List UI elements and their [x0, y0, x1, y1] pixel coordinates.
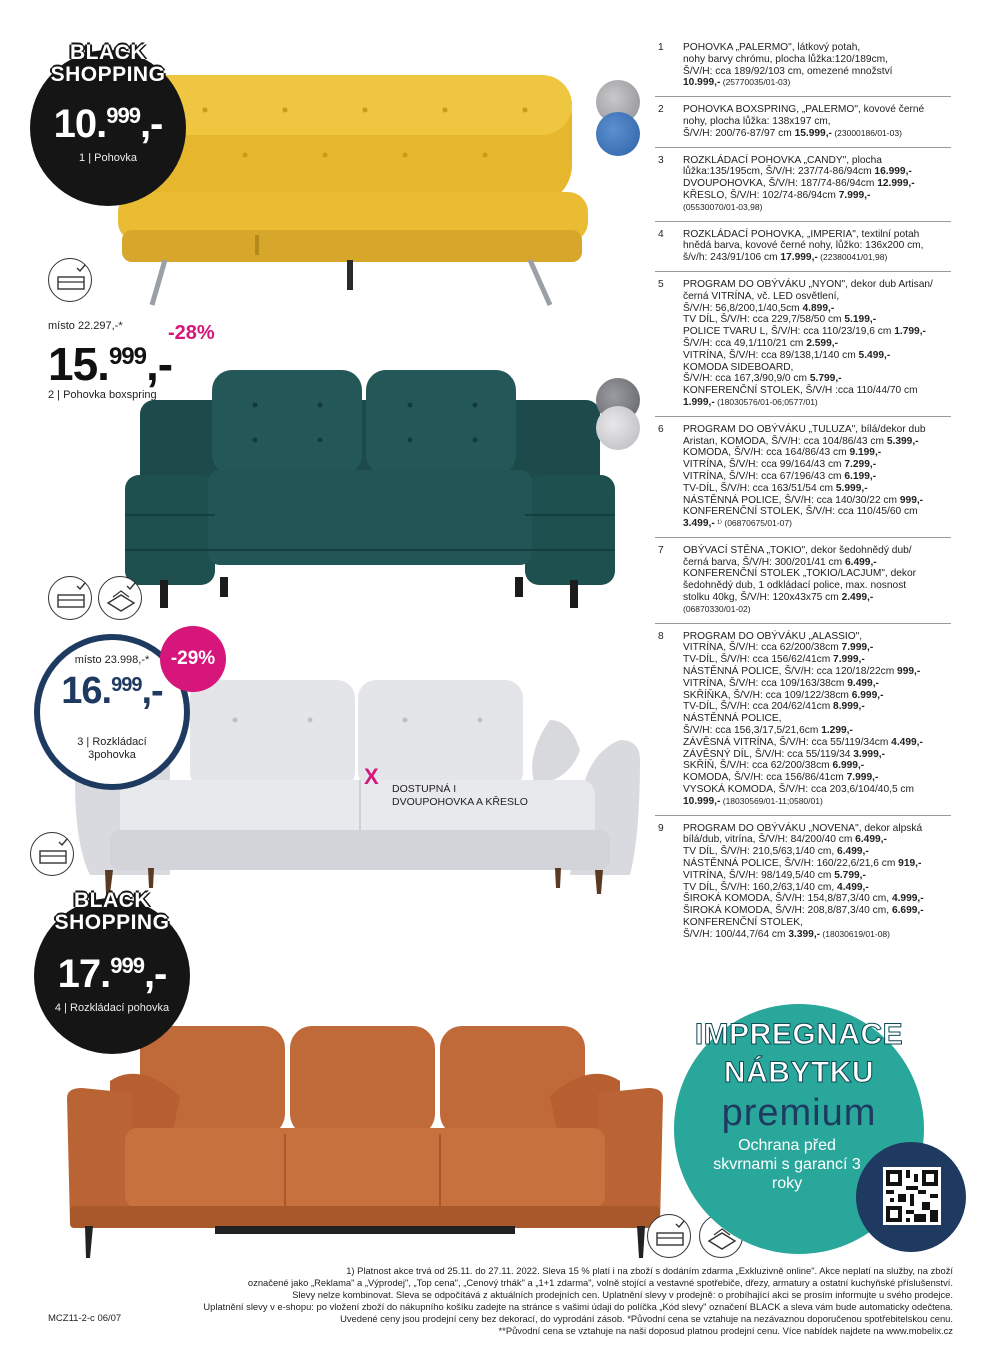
description-text: POLICE TVARU L, Š/V/H: cca 110/23/19,6 cm [683, 326, 895, 338]
description-text: KONFERENČNÍ STOLEK „TOKIO/LACJUM", dekor [683, 568, 917, 580]
description-line [683, 471, 951, 483]
item-number: 8 [658, 630, 664, 642]
product-label: 2 | Pohovka boxspring [48, 389, 157, 401]
price-text: 7.999,- [833, 654, 865, 666]
price-text: 7.999,- [846, 772, 879, 784]
description-line [683, 796, 951, 808]
description-line [683, 104, 951, 116]
price-text: 5.199,- [844, 314, 877, 326]
product-description-item [655, 104, 951, 147]
description-text: SKŘÍŇ, Š/V/H: cca 62/200/38cm [683, 760, 833, 772]
item-number: 7 [658, 544, 664, 556]
original-price: místo 22.297,-* [48, 320, 123, 332]
description-text: Š/V/H: cca 156,3/17,5/21,6cm [683, 725, 822, 737]
product-label: 4 | Rozkládací pohovka [54, 1002, 170, 1014]
black-shopping-price-badge-4 [34, 889, 190, 1054]
item-number: 2 [658, 104, 664, 116]
description-line [683, 424, 951, 436]
description-text: PROGRAM DO OBÝVÁKU „NOVENA", dekor alpská [683, 822, 923, 834]
description-text: VITRÍNA, Š/V/H: cca 89/138,1/140 cm [683, 349, 859, 361]
product-description-item [655, 424, 951, 538]
price-block-2 [48, 320, 172, 401]
price: 16.$^{999}$,- [61, 670, 163, 712]
black-label: BLACK [70, 41, 146, 64]
black-shopping-title [30, 42, 186, 86]
teal-sofa-image [120, 365, 620, 610]
description-line [683, 784, 951, 796]
description-line [683, 834, 951, 846]
description-line [683, 483, 951, 495]
price-text: 1.799,- [894, 326, 926, 338]
description-text: černá barva, Š/V/H: 300/201/41 cm [683, 556, 845, 568]
description-line [683, 362, 951, 374]
price-text: 8.999,- [833, 701, 865, 713]
description-line [683, 229, 951, 241]
description-text: ŠIROKÁ KOMODA, Š/V/H: 208,8/87,3/40 cm, [683, 905, 892, 917]
description-text: Š/V/H: 56,8/200,1/40,5cm [683, 302, 803, 314]
description-line [683, 202, 951, 214]
item-number: 5 [658, 278, 664, 290]
description-line [683, 128, 951, 140]
description-line [683, 385, 951, 397]
description-text: VITRÍNA, Š/V/H: 98/149,5/40 cm [683, 869, 835, 881]
product-description-item [655, 42, 951, 97]
description-line [683, 252, 951, 264]
product-description-item [655, 545, 951, 624]
description-line [683, 701, 951, 713]
description-text: VITRÍNA, Š/V/H: cca 62/200/38cm [683, 642, 842, 654]
description-line [683, 592, 951, 604]
description-text: ŠIROKÁ KOMODA, Š/V/H: 154,8/87,3/40 cm, [683, 893, 892, 905]
color-swatch-light-grey[interactable] [596, 406, 640, 450]
product-code: (05530070/01-03,98) [683, 201, 763, 212]
discount-badge: -28% [168, 322, 215, 344]
description-text: TV-DÍL, Š/V/H: cca 163/51/54 cm [683, 482, 836, 494]
description-text: SKŘÍŇKA, Š/V/H: cca 109/122/38cm [683, 689, 852, 701]
impregnace-description: Ochrana před skvrnami s garancí 3 roky [713, 1137, 861, 1192]
description-text: ROZKLÁDACÍ POHOVKA, „IMPERIA", textilní potah [683, 228, 920, 240]
description-line [683, 568, 951, 580]
description-text: Š/V/H: cca 189/92/103 cm, omezené množství [683, 65, 893, 77]
description-text: VITRÍNA, Š/V/H: cca 67/196/43 cm [683, 470, 845, 482]
price-text: 2.599,- [806, 337, 838, 349]
availability-note-line1: DOSTUPNÁ I [392, 783, 457, 795]
description-text: NÁSTĚNNÁ POLICE, Š/V/H: 160/22,6/21,6 cm [683, 858, 899, 870]
footer-line: Uplatnění slevy v e-shopu: po vložení zboží do nákupního košíku zadejte na stránce s vašimi údaji do políčka „Kód slevy" označení BLACK a sleva vám bude automaticky odečtena. [203, 1301, 953, 1312]
product-code: (18030576/01-06;0577/01) [714, 396, 818, 407]
price: 15.$^{999}$,- [48, 338, 173, 390]
description-text: VYSOKÁ KOMODA, Š/V/H: cca 203,6/104/40,5 cm [683, 784, 915, 796]
description-line [683, 725, 951, 737]
item-number: 4 [658, 228, 664, 240]
price-text: 7.999,- [841, 642, 874, 654]
description-text: ROZKLÁDACÍ POHOVKA „CANDY", plocha [683, 154, 882, 166]
description-line [683, 518, 951, 530]
price-text: 16.999,- [874, 166, 912, 178]
description-text: černá VITRÍNA, vč. LED osvětlení, [683, 290, 840, 302]
description-line [683, 760, 951, 772]
description-text: bílá/dub, vitrína, Š/V/H: 84/200/40 cm [683, 834, 856, 846]
description-text: KOMODA SIDEBOARD, [683, 361, 794, 373]
description-line [683, 66, 951, 78]
description-line [683, 116, 951, 128]
premium-label: premium [721, 1092, 877, 1134]
description-line [683, 77, 951, 89]
description-line [683, 350, 951, 362]
description-line [683, 178, 951, 190]
x-mark-icon: X [364, 764, 379, 789]
description-line [683, 690, 951, 702]
price-text: 15.999,- [794, 127, 832, 139]
price-text: 6.999,- [851, 689, 884, 701]
product-code: (18030619/01-08) [820, 928, 890, 939]
description-line [683, 495, 951, 507]
price-text: 3.999,- [853, 748, 885, 760]
price: 17.$^{999}$,- [57, 952, 167, 996]
description-text: ZÁVĚSNÁ VITRÍNA, Š/V/H: cca 55/119/34cm [683, 736, 892, 748]
description-text: nohy barvy chrómu, plocha lůžka:120/189cm, [683, 53, 888, 65]
price-text: 10.999,- [683, 795, 721, 807]
description-line [683, 506, 951, 518]
product-code: ¹⁾ (06870675/01-07) [714, 518, 792, 529]
description-text: VITRÍNA, Š/V/H: cca 99/164/43 cm [683, 459, 845, 471]
sofa-bed-icon [48, 258, 92, 302]
description-text: KONFERENČNÍ STOLEK, [683, 917, 803, 928]
discount-badge: -29% [160, 626, 226, 692]
black-label: BLACK [74, 889, 150, 912]
storage-box-icon [98, 576, 142, 620]
description-line [683, 42, 951, 54]
qr-code[interactable] [883, 1167, 941, 1225]
price-text: 9.199,- [849, 447, 882, 459]
description-line [683, 447, 951, 459]
black-shopping-title [34, 890, 190, 934]
black-shopping-price-badge-1 [30, 41, 186, 206]
price-text: 919,- [898, 858, 922, 870]
description-text: Aristan, KOMODA, Š/V/H: cca 104/86/43 cm [683, 435, 887, 447]
price-text: 999,- [897, 666, 921, 678]
product-description-list [655, 42, 951, 955]
description-line [683, 545, 951, 557]
price-text: 4.899,- [802, 302, 835, 314]
description-line [683, 54, 951, 66]
description-text: PROGRAM DO OBÝVÁKU „NYON", dekor dub Artisan/ [683, 278, 933, 290]
price-text: 6.499,- [837, 846, 869, 858]
availability-note [392, 783, 528, 809]
description-line [683, 713, 951, 725]
price-text: 6.999,- [832, 760, 865, 772]
description-line [683, 642, 951, 654]
sofa-bed-icon [647, 1214, 691, 1258]
description-text: DVOUPOHOVKA, Š/V/H: 187/74-86/94cm [683, 178, 878, 190]
description-text: KONFERENČNÍ STOLEK, Š/V/H :cca 110/44/70 cm [683, 385, 918, 397]
description-line [683, 666, 951, 678]
impregnace-subtitle: NÁBYTKU [723, 1056, 875, 1089]
page-code: MCZ11-2-c 06/07 [48, 1313, 122, 1324]
description-line [683, 654, 951, 666]
shopping-label: SHOPPING [54, 911, 170, 934]
description-text: ZÁVĚSNÝ DÍL, Š/V/H: cca 55/119/34 [683, 748, 854, 760]
description-text: TV DÍL, Š/V/H: 210,5/63,1/40 cm, [683, 846, 838, 858]
description-text: KŘESLO, Š/V/H: 102/74-86/94cm [683, 189, 839, 201]
description-line [683, 580, 951, 592]
description-line [683, 436, 951, 448]
price-text: 7.299,- [844, 459, 877, 471]
description-line [683, 772, 951, 784]
price-text: 5.799,- [834, 869, 866, 881]
description-line [683, 303, 951, 315]
description-text: Š/V/H: cca 167,3/90,9/0 cm [683, 373, 810, 385]
product-description-item [655, 631, 951, 816]
description-line [683, 279, 951, 291]
product-description-item [655, 823, 951, 948]
product-description-item [655, 229, 951, 272]
product-code: (06870330/01-02) [683, 603, 751, 614]
item-number: 9 [658, 822, 664, 834]
description-text: KOMODA, Š/V/H: cca 164/86/43 cm [683, 447, 850, 459]
description-text: NÁSTĚNNÁ POLICE, Š/V/H: cca 120/18/22cm [683, 666, 898, 678]
footer-line: 1) Platnost akce trvá od 25.11. do 27.11. 2022. Sleva 15 % platí i na zboží s dodáním zdarma „Exkluzivně online". Akce neplatí na služby, na zboží [346, 1265, 953, 1276]
price-text: 5.999,- [835, 482, 868, 494]
description-text: KONFERENČNÍ STOLEK, Š/V/H: cca 110/45/60 cm [683, 506, 918, 518]
description-line [683, 557, 951, 569]
price-text: 9.499,- [847, 677, 879, 689]
description-line [683, 749, 951, 761]
description-text: Š/V/H: cca 49,1/110/21 cm [683, 337, 807, 349]
original-price: místo 23.998,-* [74, 654, 150, 666]
description-line [683, 737, 951, 749]
price-text: 12.999,- [877, 178, 915, 190]
description-line [683, 291, 951, 303]
qr-code-badge[interactable] [856, 1142, 966, 1252]
price-text: 6.499,- [855, 834, 887, 846]
price-text: 1.299,- [821, 725, 853, 737]
price-text: 5.499,- [858, 349, 891, 361]
description-line [683, 240, 951, 252]
sofa-bed-icon [30, 832, 74, 876]
description-line [683, 678, 951, 690]
description-text: NÁSTĚNNÁ POLICE, Š/V/H: cca 140/30/22 cm [683, 494, 900, 506]
price-text: 3.399,- [788, 928, 821, 940]
product-label: 3 | Rozkládací 3pohovka [77, 736, 147, 761]
description-text: stolku 40kg, Š/V/H: 120x43x75 cm [683, 592, 842, 604]
description-line [683, 882, 951, 894]
item-number: 6 [658, 423, 664, 435]
price-text: 999,- [899, 494, 924, 506]
price-text: 5.399,- [886, 435, 919, 447]
description-text: š/v/h: 243/91/106 cm [683, 252, 781, 264]
description-text: KOMODA, Š/V/H: cca 156/86/41cm [683, 772, 847, 784]
product-code: (22380041/01,98) [817, 252, 888, 263]
description-line [683, 155, 951, 167]
description-line [683, 917, 951, 929]
description-line [683, 604, 951, 616]
description-line [683, 397, 951, 409]
description-text: OBÝVACÍ STĚNA „TOKIO", dekor šedohnědý dub/ [683, 544, 912, 556]
description-text: VITRÍNA, Š/V/H: cca 109/163/38cm [683, 677, 848, 689]
footer-line: označené jako „Reklama" a „Výprodej", „Top cena", „Cenový trhák" a „1+1 zdarma", volně stojící a vestavné spotřebiče, dřezy, armatury a ostatní kuchyňské příslušenství. [247, 1277, 953, 1288]
color-swatch-blue[interactable] [596, 112, 640, 156]
price-text: 17.999,- [780, 252, 818, 264]
description-text: PROGRAM DO OBÝVÁKU „TULUZA", bílá/dekor dub [683, 423, 926, 435]
description-text: TV-DÍL, Š/V/H: cca 156/62/41cm [683, 654, 834, 666]
footer-line: **Původní cena se vztahuje na naši doposud platnou prodejní cenu. Více nabídek najdete na www.mobelix.cz [498, 1325, 953, 1336]
availability-note-line2: DVOUPOHOVKA A KŘESLO [392, 796, 528, 808]
price-text: 3.499,- [683, 518, 715, 530]
description-line [683, 373, 951, 385]
product-description-item [655, 279, 951, 417]
product-code: (18030569/01-11;0580/01) [720, 795, 823, 806]
description-text: lůžka:135/195cm, Š/V/H: 237/74-86/94cm [683, 166, 875, 178]
legal-footer [150, 1265, 953, 1337]
description-text: NÁSTĚNNÁ POLICE, [683, 713, 782, 725]
description-text: TV DÍL, Š/V/H: 160,2/63,1/40 cm, [683, 881, 838, 893]
description-text: nohy, plocha lůžka: 138x197 cm, [683, 115, 831, 127]
price-text: 6.199,- [844, 470, 877, 482]
description-line [683, 929, 951, 941]
description-line [683, 190, 951, 202]
price-text: 6.499,- [844, 556, 877, 568]
price-text: 4.499,- [837, 881, 869, 893]
rust-sofa-image [65, 1026, 665, 1264]
item-number: 3 [658, 154, 664, 166]
description-text: PROGRAM DO OBÝVÁKU „ALASSIO", [683, 630, 863, 642]
price-text: 1.999,- [683, 396, 715, 408]
description-line [683, 338, 951, 350]
description-line [683, 858, 951, 870]
description-line [683, 846, 951, 858]
description-text: hnědá barva, kovové černé nohy, lůžko: 136x200 cm, [683, 240, 924, 252]
price-text: 5.799,- [809, 373, 842, 385]
price-text: 7.999,- [838, 189, 871, 201]
footer-line: Uvedené ceny jsou prodejní ceny bez dekorací, do vyprodání zásob. *Původní cena se vztahuje na nezávaznou doporučenou spotřebitelskou cenu. [340, 1313, 953, 1324]
description-line [683, 631, 951, 643]
description-text: POHOVKA BOXSPRING, „PALERMO", kovové černé [683, 104, 925, 116]
description-line [683, 326, 951, 338]
description-text: TV DÍL, Š/V/H: cca 229,7/58/50 cm [683, 314, 845, 326]
description-line [683, 459, 951, 471]
description-text: Š/V/H: 100/44,7/64 cm [683, 928, 789, 940]
product-code: (23000186/01-03) [831, 127, 902, 138]
impregnace-title: IMPREGNACE [694, 1018, 904, 1051]
description-text: POHOVKA „PALERMO", látkový potah, [683, 42, 861, 53]
description-text: TV-DÍL, Š/V/H: cca 204/62/41cm [683, 701, 834, 713]
shopping-label: SHOPPING [50, 63, 166, 86]
description-line [683, 166, 951, 178]
footer-line: Slevy nelze kombinovat. Sleva se odpočítává z aktuálních prodejních cen. Uplatnění slevy v prodejně: o probíhající akci se prosím informujte u svého prodejce. [292, 1289, 953, 1300]
description-line [683, 905, 951, 917]
description-line [683, 870, 951, 882]
product-code: (25770035/01-03) [720, 77, 791, 88]
price-text: 4.999,- [891, 893, 924, 905]
description-text: Š/V/H: 200/76-87/97 cm [683, 127, 795, 139]
description-text: šedohnědý dub, 1 odkládací police, max. nosnost [683, 580, 907, 592]
sofa-bed-icon [48, 576, 92, 620]
price: 10.$^{999}$,- [53, 102, 163, 146]
product-label: 1 | Pohovka [79, 152, 137, 164]
description-line [683, 823, 951, 835]
description-line [683, 893, 951, 905]
price-text: 6.699,- [891, 905, 924, 917]
price-text: 10.999,- [683, 77, 721, 89]
item-number: 1 [658, 42, 664, 53]
description-line [683, 314, 951, 326]
price-text: 4.499,- [891, 736, 923, 748]
price-text: 2.499,- [841, 592, 874, 604]
product-description-item [655, 155, 951, 222]
